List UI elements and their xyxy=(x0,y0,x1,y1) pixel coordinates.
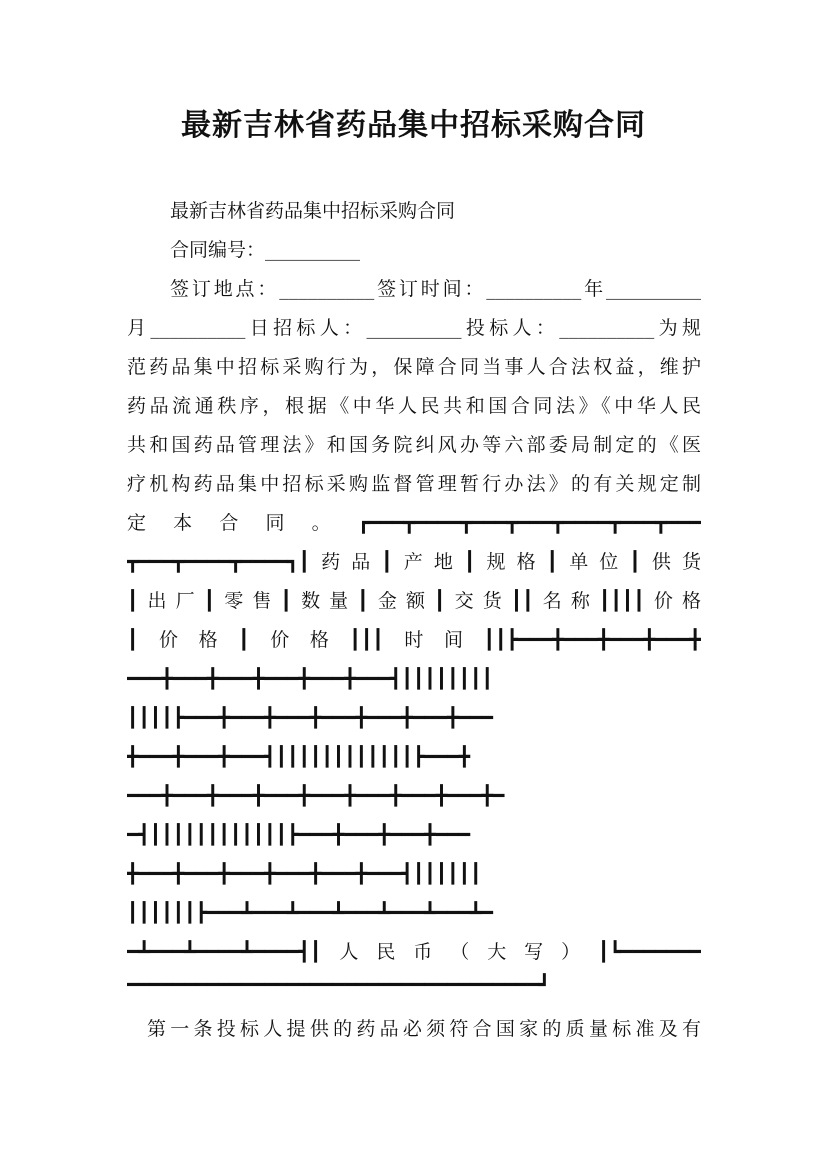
body-line: 共和国药品管理法》和国务院纠风办等六部委局制定的《医 xyxy=(127,434,701,456)
body-line: 范药品集中招标采购行为，保障合同当事人合法权益，维护 xyxy=(127,356,701,378)
table-bottom-border: ━━━━━━━━━━━━━━━━━━━━━━━━━━━━━━━━━━━━┛ xyxy=(127,974,551,996)
table-text-line: ┃出厂┃零售┃数量┃金额┃交货┃┃名称┃┃┃┃价格 xyxy=(127,590,701,612)
table-text-line: ┃┃┃┃┣━━━╋━━━╋━━━╋━━━╋━━━╋━━━╋━━━ xyxy=(127,707,494,729)
table-text-line: 定本合同。┏━━━┳━━━━┳━━━┳━━━┳━━━━┳━━━┳━━━ xyxy=(127,512,701,534)
table-text-line: ━┫┃┃┃┃┃┃┃┃┃┃┃┃┣━━━╋━━━╋━━━╋━━━ xyxy=(127,824,471,846)
table-text-line: ━┻━━━┻━━━━┻━━━━┫┃人民币（大写）┃┗━━━━━━━ xyxy=(127,941,701,963)
table-text-line: ┃价格┃价格┃┃┃时间┃┃┣━━━╋━━━╋━━━╋━━━╋ xyxy=(127,629,701,651)
table-text-line: ┳━━━┳━━━━┳━━━━┓┃药品┃产地┃规格┃单位┃供货 xyxy=(127,551,701,573)
article-one-line: 第一条投标人提供的药品必须符合国家的质量标准及有 xyxy=(147,1018,701,1040)
contract-name-line: 最新吉林省药品集中招标采购合同 xyxy=(170,200,456,222)
table-text-line: ╋━━━╋━━━╋━━━╋━━━╋━━━╋━━━┫┃┃┃┃┃┃ xyxy=(127,863,482,885)
page-title: 最新吉林省药品集中招标采购合同 xyxy=(181,108,646,143)
table-text-line: ┃┃┃┃┃┃┣━━━┻━━━┻━━━┻━━━┻━━━┻━━━┻━ xyxy=(127,902,494,924)
body-line: 疗机构药品集中招标采购监督管理暂行办法》的有关规定制 xyxy=(127,473,701,495)
table-text-line: ╋━━━╋━━━╋━━━┫┃┃┃┃┃┃┃┃┃┃┃┃┣━━━╋ xyxy=(127,746,471,768)
table-text-line: ━━━╋━━━╋━━━╋━━━╋━━━╋━━━┫┃┃┃┃┃┃┃┃ xyxy=(127,668,494,690)
signing-place-line: 签订地点：__________签订时间：__________年__________ xyxy=(170,278,701,300)
contract-number-line: 合同编号：__________ xyxy=(170,239,361,261)
body-line: 药品流通秩序，根据《中华人民共和国合同法》《中华人民 xyxy=(127,395,701,417)
table-text-line: ━━━╋━━━╋━━━╋━━━╋━━━╋━━━╋━━━╋━━━╋━ xyxy=(127,785,505,807)
body-line: 月__________日招标人：__________投标人：__________为规 xyxy=(127,317,701,339)
